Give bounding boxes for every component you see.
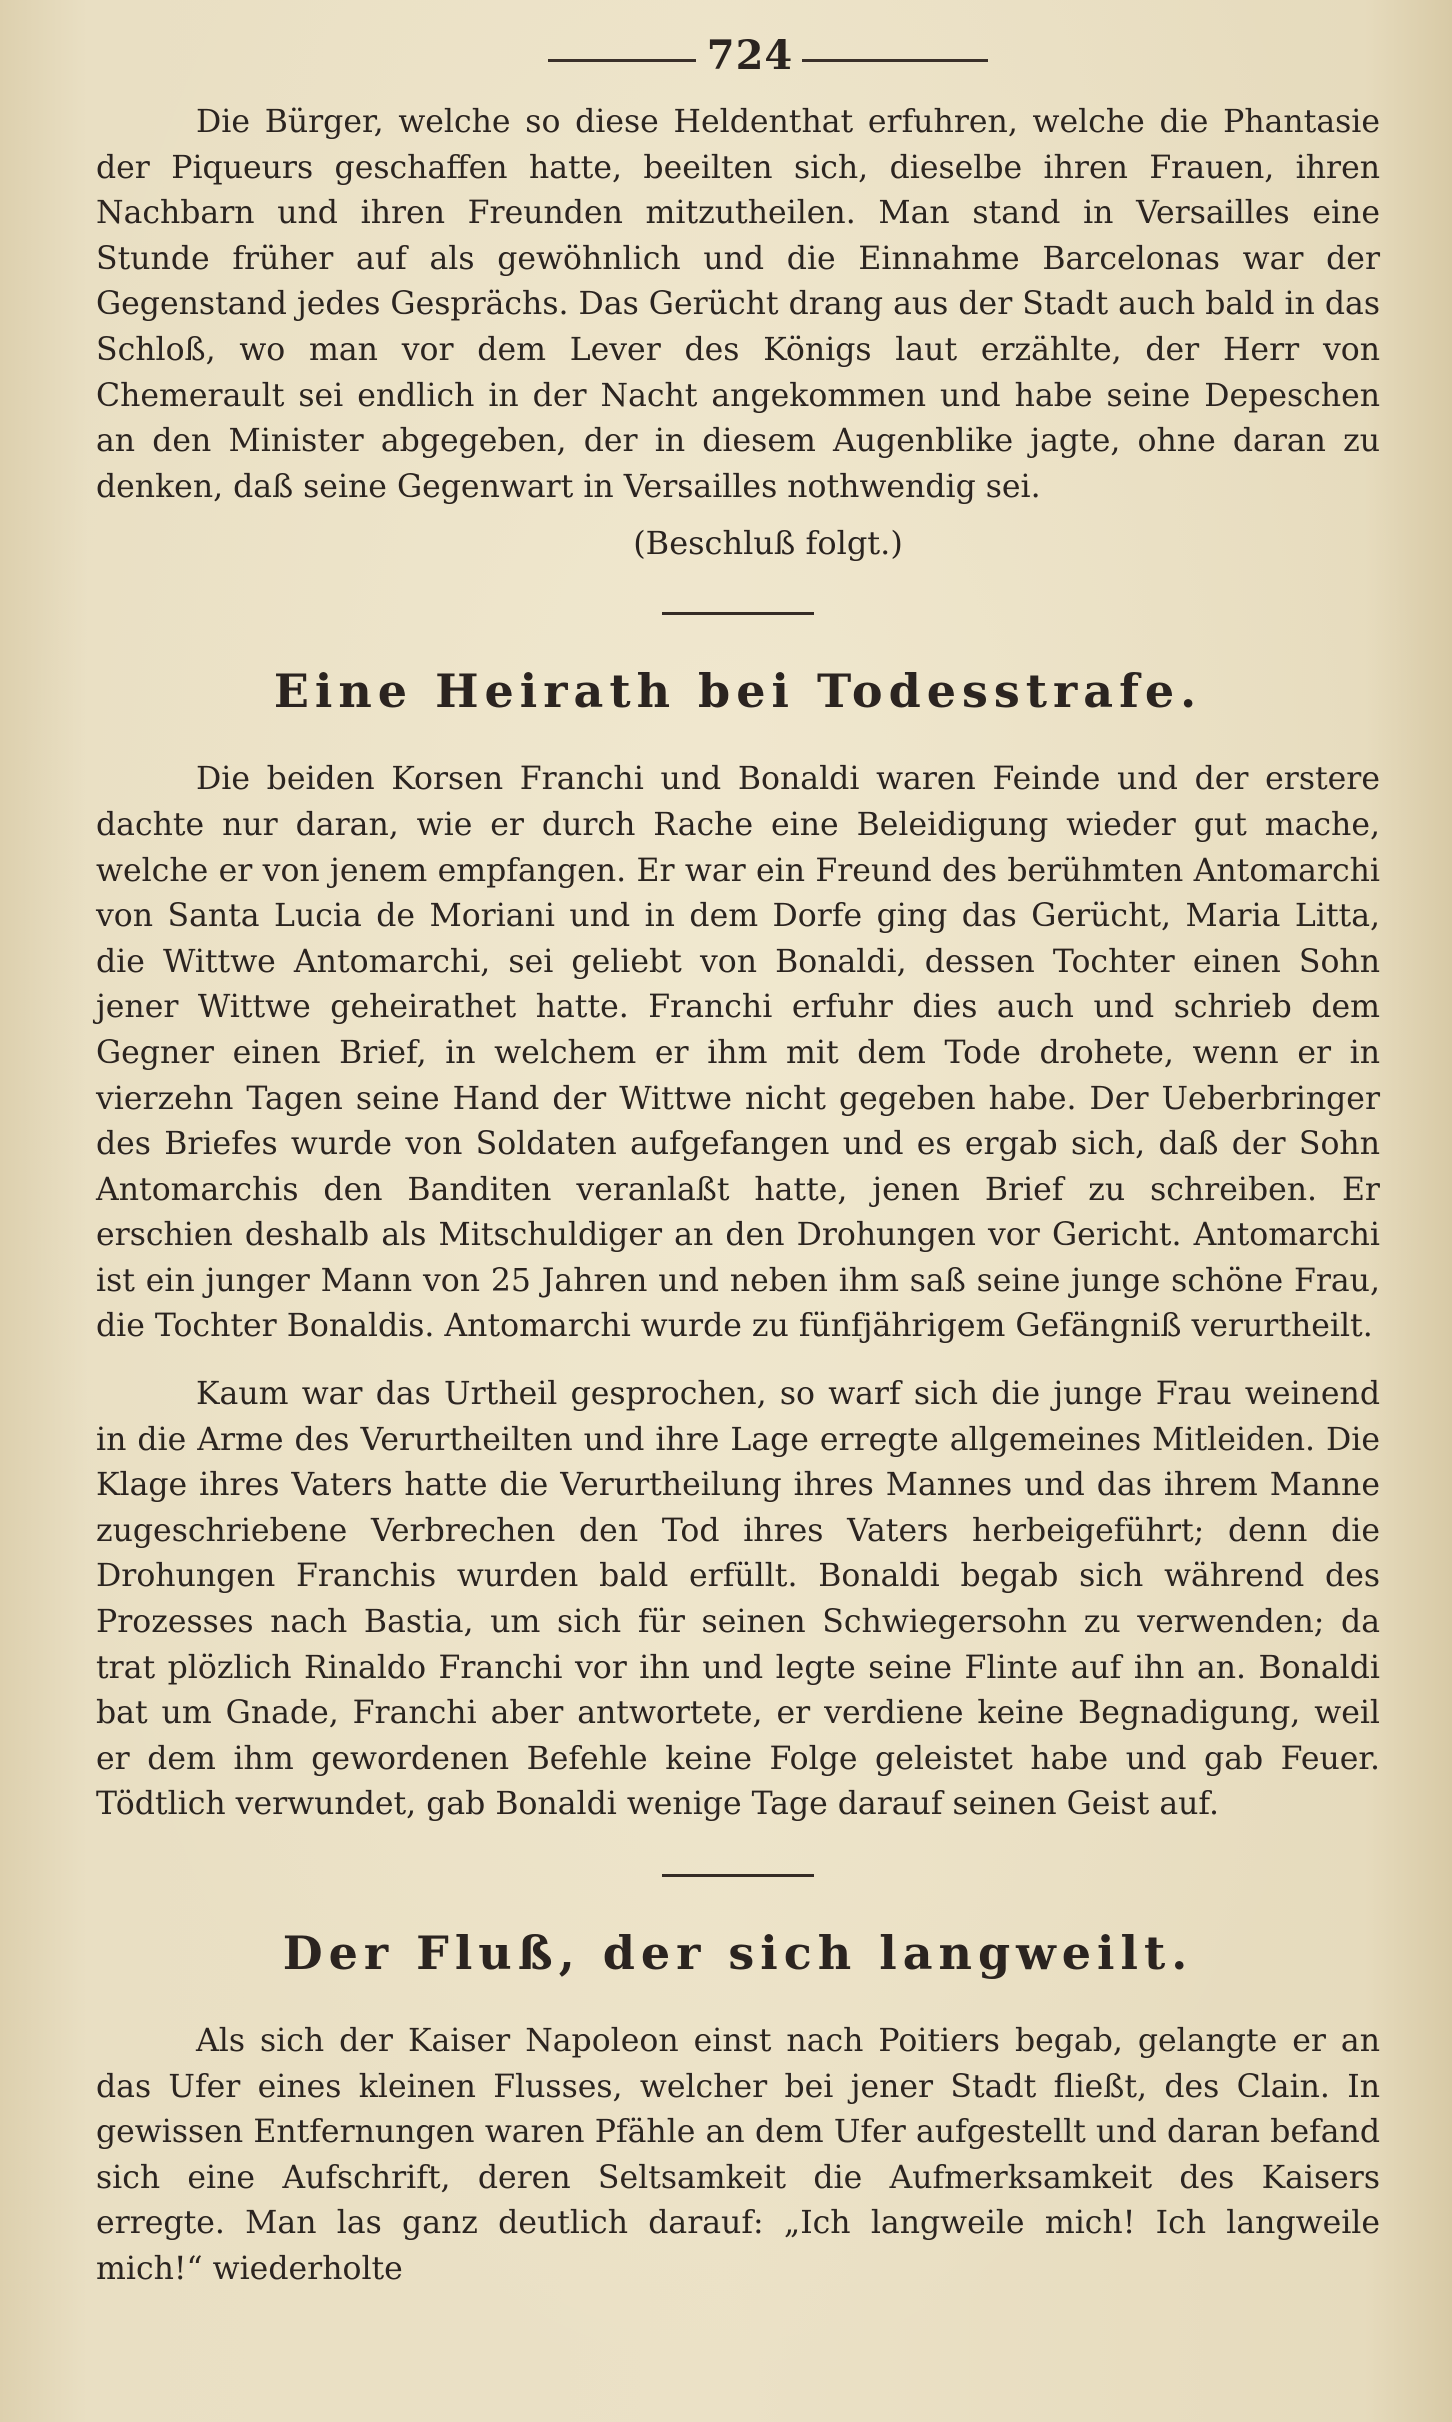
article-paragraph: Die beiden Korsen Franchi und Bonaldi waren Feinde und der erstere dachte nur daran, wie er durch Rache eine Beleidigung wieder gut mache, welche er von jenem empfangen. Er war ein Freund des berühmten Antomarchi von Santa Lucia de Moriani und in dem Dorfe ging das Gerücht, Maria Litta, die Wittwe Antomarchi, sei geliebt von Bonaldi, dessen Tochter einen Sohn jener Wittwe geheirathet hatte. Franchi erfuhr dies auch und schrieb dem Gegner einen Brief, in welchem er ihm mit dem Tode drohete, wenn er in vierzehn Tagen seine Hand der Wittwe nicht gegeben habe. Der Ueberbringer des Briefes wurde von Soldaten aufgefangen und es ergab sich, daß der Sohn Antomarchis den Banditen veranlaßt hatte, jenen Brief zu schreiben. Er erschien deshalb als Mitschuldiger an den Drohungen vor Gericht. Antomarchi ist ein junger Mann von 25 Jahren und neben ihm saß seine junge schöne Frau, die Tochter Bonaldis. Antomarchi wurde zu fünfjährigem Gefängniß verurtheilt. xyxy=(96,761,1380,1345)
article-title: Der Fluß, der sich langweilt. xyxy=(282,1926,1194,1980)
page-content xyxy=(96,100,1380,2293)
header-rule-left xyxy=(548,59,696,62)
continuation-paragraph: Die Bürger, welche so diese Heldenthat erfuhren, welche die Phantasie der Piqueurs geschaffen hatte, beeilten sich, dieselbe ihren Frauen, ihren Nachbarn und ihren Freunden mitzutheilen. Man stand in Versailles eine Stunde früher auf als gewöhnlich und die Einnahme Barcelonas war der Gegenstand jedes Gesprächs. Das Gerücht drang aus der Stadt auch bald in das Schloß, wo man vor dem Lever des Königs laut erzählte, der Herr von Chemerault sei endlich in der Nacht angekommen und habe seine Depeschen an den Minister abgegeben, der in diesem Augenblike jagte, ohne daran zu denken, daß seine Gegenwart in Versailles nothwendig sei. xyxy=(96,104,1380,505)
article-title: Eine Heirath bei Todesstrafe. xyxy=(273,664,1203,719)
section-divider xyxy=(662,612,814,615)
section-divider xyxy=(662,1874,814,1877)
continued-note: (Beschluß folgt.) xyxy=(633,524,903,563)
article-paragraph: Als sich der Kaiser Napoleon einst nach Poitiers begab, gelangte er an das Ufer eines kleinen Flusses, welcher bei jener Stadt fließt, des Clain. In gewissen Entfernungen waren Pfähle an dem Ufer aufgestellt und daran befand sich eine Aufschrift, deren Seltsamkeit die Aufmerksamkeit des Kaisers erregte. Man las ganz deutlich darauf: „Ich langweile mich! Ich langweile mich!“ wiederholte xyxy=(96,2023,1380,2287)
page-header xyxy=(0,28,1452,88)
article-paragraph: Kaum war das Urtheil gesprochen, so warf sich die junge Frau weinend in die Arme des Verurtheilten und ihre Lage erregte allgemeines Mitleiden. Die Klage ihres Vaters hatte die Verurtheilung ihres Mannes und das ihrem Manne zugeschriebene Verbrechen den Tod ihres Vaters herbeigeführt; denn die Drohungen Franchis wurden bald erfüllt. Bonaldi begab sich während des Prozesses nach Bastia, um sich für seinen Schwiegersohn zu verwenden; da trat plözlich Rinaldo Franchi vor ihn und legte seine Flinte auf ihn an. Bonaldi bat um Gnade, Franchi aber antwortete, er verdiene keine Begnadigung, weil er dem ihm gewordenen Befehle keine Folge geleistet habe und gab Feuer. Tödtlich verwundet, gab Bonaldi wenige Tage darauf seinen Geist auf. xyxy=(96,1376,1380,1823)
page-number: 724 xyxy=(706,32,794,79)
header-rule-right xyxy=(802,59,988,62)
